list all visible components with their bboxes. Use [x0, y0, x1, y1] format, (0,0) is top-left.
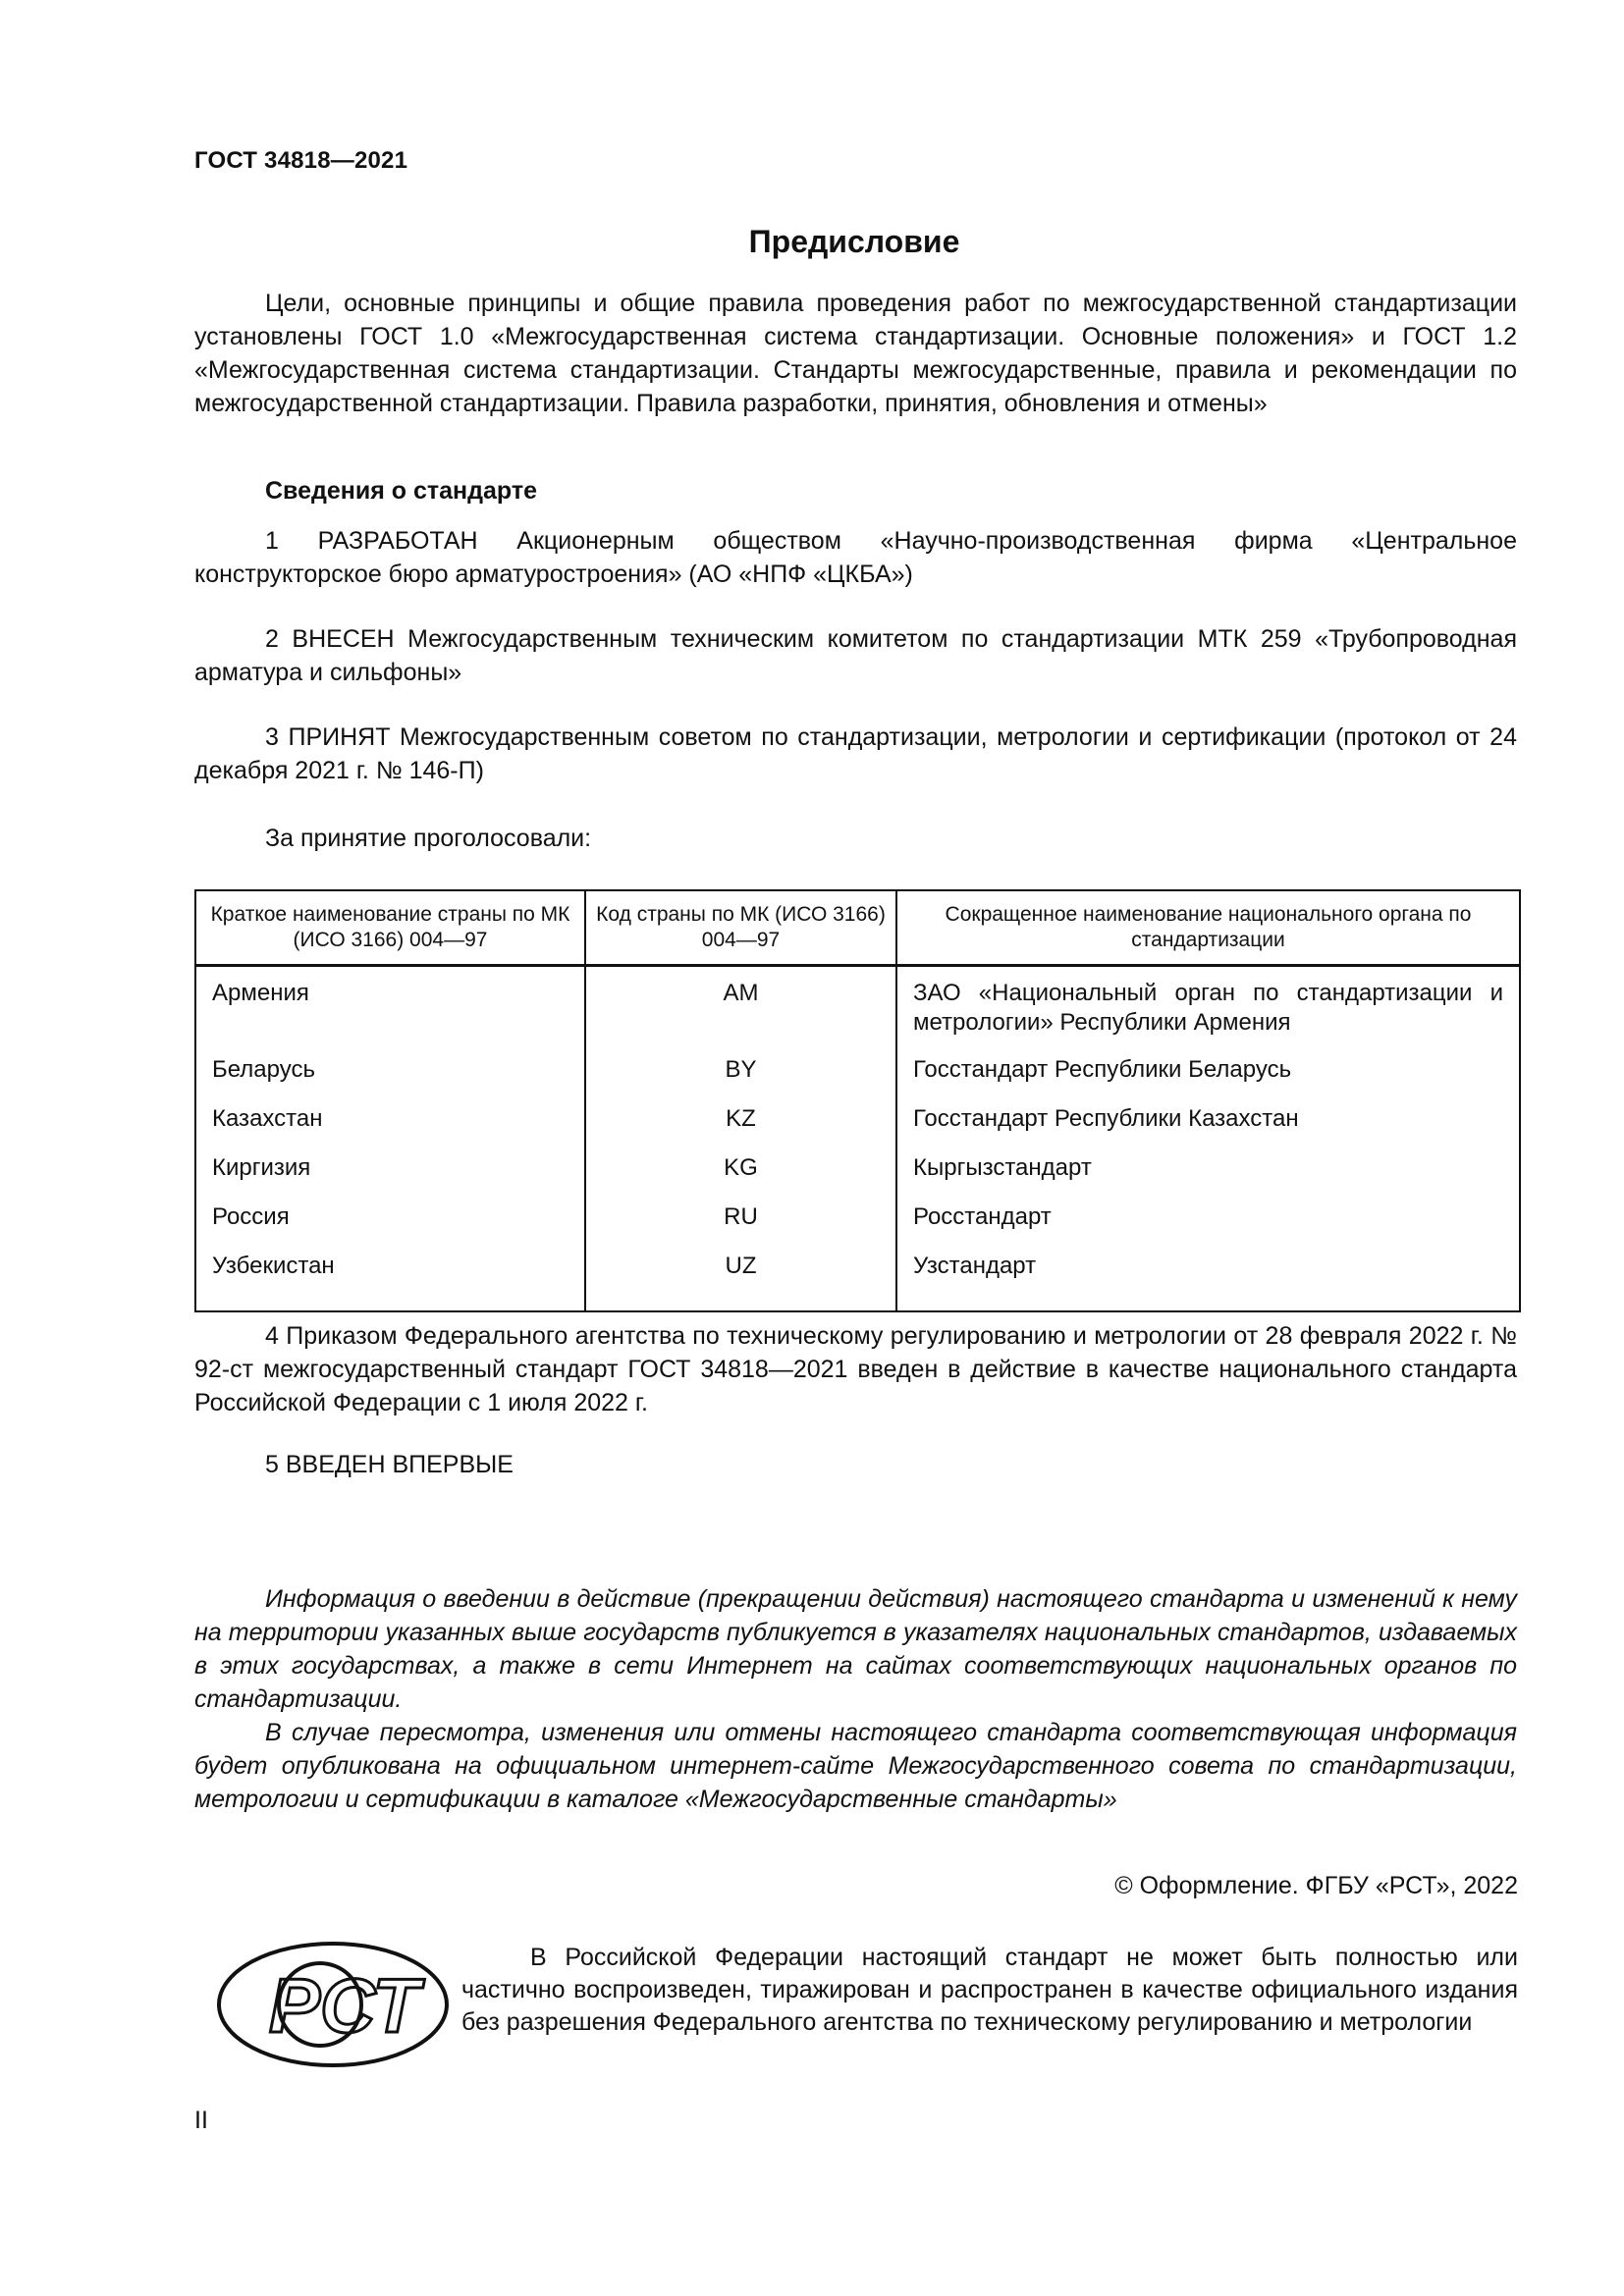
document-code: ГОСТ 34818—2021: [194, 147, 408, 174]
table-row: [195, 966, 1520, 1056]
svg-text:РСТ: РСТ: [269, 1962, 420, 2049]
country-name: Казахстан: [195, 1104, 585, 1153]
table-row: [195, 1252, 1520, 1311]
country-code: KG: [585, 1153, 896, 1202]
info-note-2: В случае пересмотра, изменения или отмены настоящего стандарта соответствующая информация будет опубликована на официальном интернет-сайте Межгосударственного совета по стандартизации, метрологии и сертификации в каталоге «Межгосударственные стандарты»: [194, 1719, 1517, 1813]
item-adopted: 3 ПРИНЯТ Межгосударственным советом по стандартизации, метрологии и сертификации (протокол от 24 декабря 2021 г. № 146-П): [194, 723, 1517, 784]
country-name: Беларусь: [195, 1055, 585, 1104]
country-code: AM: [585, 966, 896, 1056]
voted-label: За принятие проголосовали:: [265, 825, 592, 852]
page-title: Предисловие: [748, 224, 960, 259]
country-code: RU: [585, 1202, 896, 1252]
intro-paragraph: Цели, основные принципы и общие правила проведения работ по межгосударственной стандартизации установлены ГОСТ 1.0 «Межгосударственная система стандартизации. Основные положения» и ГОСТ 1.2 «Межгосударственная система стандартизации. Стандарты межгосударственные, правила и рекомендации по межгосударственной стандартизации. Правила разработки, принятия, обновления и отмены»: [194, 290, 1517, 417]
voting-table: [194, 889, 1521, 1312]
country-code: BY: [585, 1055, 896, 1104]
country-name: Узбекистан: [195, 1252, 585, 1311]
rst-logo-icon: [210, 1936, 456, 2073]
table-row: [195, 1202, 1520, 1252]
table-row: [195, 1153, 1520, 1202]
country-name: Россия: [195, 1202, 585, 1252]
national-body: Госстандарт Республики Казахстан: [896, 1104, 1520, 1153]
country-name: Киргизия: [195, 1153, 585, 1202]
country-name: Армения: [195, 966, 585, 1056]
national-body: Кыргызстандарт: [896, 1153, 1520, 1202]
country-code: UZ: [585, 1252, 896, 1311]
info-note-1: Информация о введении в действие (прекращении действия) настоящего стандарта и изменений к нему на территории указанных выше государств публикуется в указателях национальных стандартов, издаваемых в этих государствах, а также в сети Интернет на сайтах соответствующих национальных органов по стандартизации.: [194, 1585, 1517, 1713]
page-number: II: [194, 2107, 208, 2134]
header-national-body: Сокращенное наименование национального органа по стандартизации: [896, 890, 1520, 966]
copyright: © Оформление. ФГБУ «РСТ», 2022: [1114, 1872, 1518, 1899]
item-order: 4 Приказом Федерального агентства по техническому регулированию и метрологии от 28 февраля 2022 г. № 92-ст межгосударственный стандарт ГОСТ 34818—2021 введен в действие в качестве национального стандарта Российской Федерации с 1 июля 2022 г.: [194, 1322, 1517, 1416]
national-body: Госстандарт Республики Беларусь: [896, 1055, 1520, 1104]
country-code: KZ: [585, 1104, 896, 1153]
national-body: Узстандарт: [896, 1252, 1520, 1311]
item-introduced: 2 ВНЕСЕН Межгосударственным техническим комитетом по стандартизации МТК 259 «Трубопроводная арматура и сильфоны»: [194, 625, 1517, 686]
header-country-code: Код страны по МК (ИСО 3166) 004—97: [585, 890, 896, 966]
item-developed: 1 РАЗРАБОТАН Акционерным обществом «Научно-производственная фирма «Центральное конструкторское бюро арматуростроения» (АО «НПФ «ЦКБА»): [194, 527, 1517, 588]
info-heading: Сведения о стандарте: [265, 477, 538, 505]
national-body: ЗАО «Национальный орган по стандартизации и метрологии» Республики Армения: [896, 966, 1520, 1056]
table-header-row: [195, 890, 1520, 966]
table-row: [195, 1055, 1520, 1104]
copyright-notice: В Российской Федерации настоящий стандарт не может быть полностью или частично воспроизведен, тиражирован и распространен в качестве официального издания без разрешения Федерального агентства по техническому регулированию и метрологии: [461, 1944, 1518, 2036]
header-country-name: Краткое наименование страны по МК (ИСО 3166) 004—97: [195, 890, 585, 966]
national-body: Росстандарт: [896, 1202, 1520, 1252]
item-first-time: 5 ВВЕДЕН ВПЕРВЫЕ: [265, 1451, 514, 1478]
table-row: [195, 1104, 1520, 1153]
